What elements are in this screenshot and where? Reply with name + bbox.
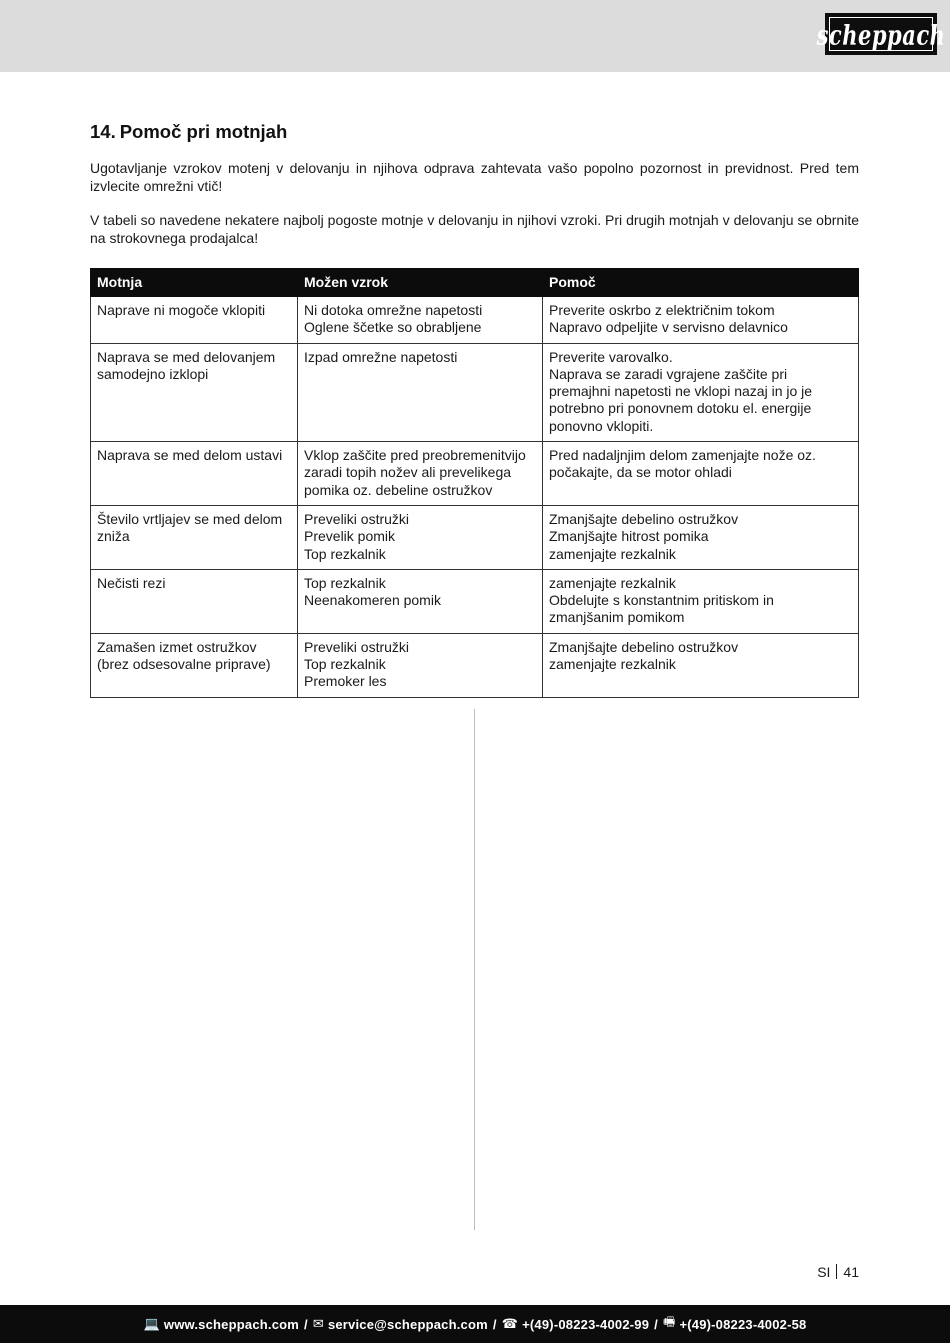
cause-cell-line: Vklop zaščite pred preobremenitvijo zaradi topih nožev ali prevelikega pomika oz. debeline ostružkov	[304, 447, 526, 498]
remedy-cell-line: Zmanjšajte debelino ostružkov	[549, 638, 739, 655]
header-fault: Motnja	[91, 269, 298, 297]
table-row	[91, 297, 859, 344]
fault-cell	[91, 442, 298, 506]
fault-cell	[91, 505, 298, 569]
cause-cell	[298, 505, 543, 569]
remedy-cell	[543, 569, 859, 633]
cause-cell-line: Oglene ščetke so obrabljene	[304, 319, 482, 336]
header-band	[0, 0, 950, 72]
troubleshooting-table	[90, 268, 859, 698]
footer-email[interactable]: service@scheppach.com	[327, 1316, 488, 1332]
fault-cell-line: Naprava se med delom ustavi	[97, 447, 283, 464]
fault-cell	[91, 633, 298, 697]
table-row	[91, 343, 859, 441]
remedy-cell-line: zamenjajte rezkalnik	[549, 545, 676, 562]
remedy-cell-line: zamenjajte rezkalnik	[549, 656, 676, 673]
header-cause: Možen vzrok	[298, 269, 543, 297]
table-row	[91, 633, 859, 697]
cause-cell-line: Top rezkalnik	[304, 574, 386, 591]
cause-cell-line: Prevelik pomik	[304, 528, 396, 545]
fault-cell-line: Naprava se med delovanjem samodejno izklopi	[97, 348, 276, 382]
fault-cell-line: Nečisti rezi	[97, 574, 166, 591]
page-number	[817, 1264, 859, 1280]
footer-separator: /	[304, 1316, 308, 1332]
remedy-cell	[543, 343, 859, 441]
fax-icon: 🖷	[662, 1314, 676, 1329]
intro-paragraph: Ugotavljanje vzrokov motenj v delovanju in njihova odprava zahtevata vašo popolno pozornost in previdnost. Pred tem izvlecite omrežni vtič!	[90, 160, 859, 194]
table-row	[91, 505, 859, 569]
table-intro-paragraph: V tabeli so navedene nekatere najbolj pogoste motnje v delovanju in njihovi vzroki. Pri drugih motnjah v delovanju se obrnite na strokovnega prodajalca!	[90, 212, 859, 246]
cause-cell-line: Ni dotoka omrežne napetosti	[304, 302, 483, 318]
page-number-separator	[836, 1264, 837, 1279]
cause-cell-line: Preveliki ostružki	[304, 638, 410, 655]
table-row	[91, 442, 859, 506]
remedy-cell	[543, 633, 859, 697]
fault-cell-line: Število vrtljajev se med delom zniža	[97, 510, 283, 545]
page-number-value: 41	[843, 1264, 859, 1280]
cause-cell-line: Izpad omrežne napetosti	[304, 348, 458, 365]
table-body	[91, 297, 859, 698]
cause-cell	[298, 343, 543, 441]
cause-cell	[298, 442, 543, 506]
email-icon: ✉	[312, 1316, 324, 1331]
cause-cell-line: Preveliki ostružki	[304, 510, 410, 527]
cause-cell	[298, 297, 543, 344]
scheppach-logo	[816, 13, 946, 55]
page-language: SI	[817, 1264, 831, 1280]
table-header-row	[91, 269, 859, 297]
section-title	[90, 121, 287, 143]
footer-separator: /	[492, 1316, 497, 1332]
remedy-cell-line: Zmanjšajte debelino ostružkov	[549, 510, 739, 527]
footer-separator: /	[654, 1316, 658, 1332]
cause-cell	[298, 633, 543, 697]
cause-cell	[298, 569, 543, 633]
cause-cell-line: Top rezkalnik	[304, 545, 386, 562]
cause-cell-line: Top rezkalnik	[304, 656, 386, 673]
table-row	[91, 569, 859, 633]
fault-cell-line: Zamašen izmet ostružkov (brez odsesovalne priprave)	[97, 638, 271, 673]
footer-phone: +(49)-08223-4002-99	[522, 1316, 650, 1332]
section-title-text: Pomoč pri motnjah	[119, 121, 288, 142]
remedy-cell-line: zamenjajte rezkalnik	[549, 574, 676, 591]
remedy-cell-line: Preverite oskrbo z električnim tokom	[549, 302, 775, 318]
remedy-cell-line: Pred nadaljnjim delom zamenjajte nože oz. počakajte, da se motor ohladi	[549, 447, 816, 481]
remedy-cell-line: Napravo odpeljite v servisno delavnico	[549, 319, 788, 336]
footer-website[interactable]: www.scheppach.com	[163, 1316, 300, 1332]
remedy-cell	[543, 505, 859, 569]
computer-icon: 💻	[143, 1316, 160, 1331]
remedy-cell-line: Obdelujte s konstantnim pritiskom in zmanjšanim pomikom	[549, 592, 774, 626]
column-divider	[474, 709, 475, 1230]
fault-cell	[91, 343, 298, 441]
cause-cell-line: Neenakomeren pomik	[304, 592, 441, 609]
footer-band	[0, 1305, 950, 1343]
remedy-cell-line: Zmanjšajte hitrost pomika	[549, 528, 709, 545]
fault-cell	[91, 297, 298, 344]
logo-text: scheppach	[816, 17, 946, 51]
header-remedy: Pomoč	[543, 269, 859, 297]
remedy-cell-line: Naprava se zaradi vgrajene zaščite pri premajhni napetosti ne vklopi nazaj in jo je potrebno pri ponovnem dotoku el. energije ponovno vklopiti.	[549, 365, 813, 434]
cause-cell-line: Premoker les	[304, 673, 387, 690]
footer-fax: +(49)-08223-4002-58	[679, 1316, 807, 1332]
remedy-cell	[543, 442, 859, 506]
phone-icon: ☎	[501, 1316, 519, 1331]
remedy-cell-line: Preverite varovalko.	[549, 348, 673, 365]
remedy-cell	[543, 297, 859, 344]
fault-cell	[91, 569, 298, 633]
fault-cell-line: Naprave ni mogoče vklopiti	[97, 302, 266, 318]
section-number: 14.	[90, 121, 116, 142]
